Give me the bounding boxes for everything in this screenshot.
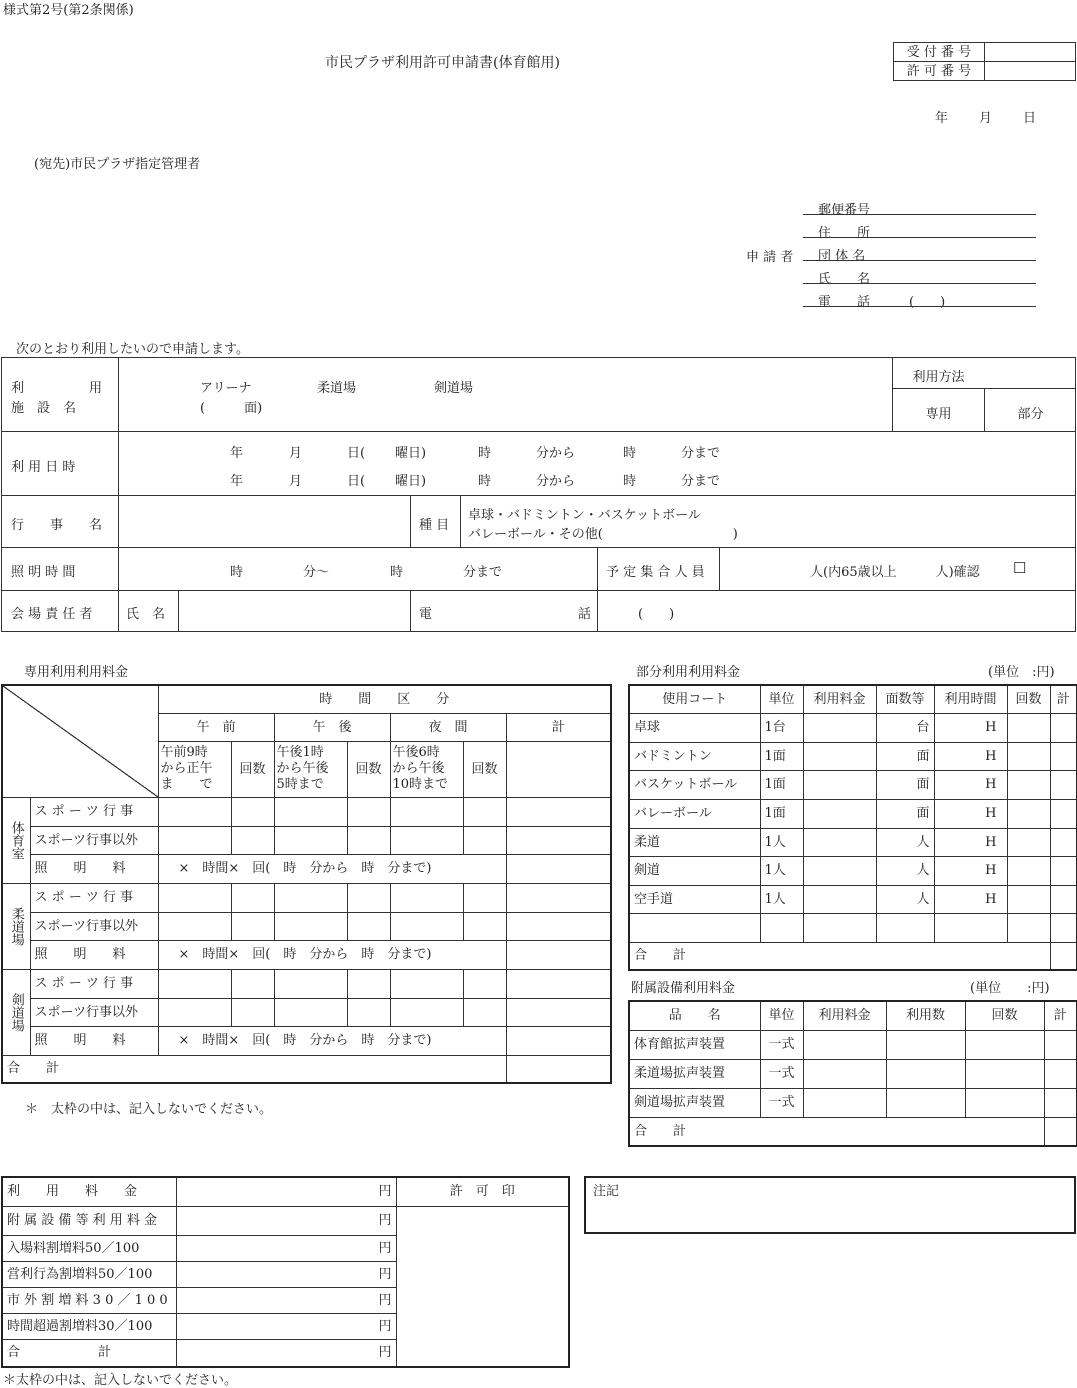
permit-seal-label: 許 可 印 — [396, 1177, 569, 1206]
fee-cell[interactable] — [274, 883, 347, 912]
light-time-label: 照 明 時 間 — [11, 565, 76, 580]
method-exclusive[interactable]: 専用 — [925, 407, 952, 422]
table-row — [629, 1030, 1077, 1059]
arena-court-count[interactable]: ( 面) — [200, 401, 263, 416]
hours-cell[interactable]: H — [934, 885, 1007, 913]
fee-cell[interactable] — [347, 883, 390, 912]
table-row — [629, 885, 1077, 913]
col-total: 計 — [1044, 1001, 1077, 1030]
equipment-unit: 一式 — [760, 1088, 803, 1117]
fee-cell[interactable] — [231, 797, 274, 826]
fee-cell[interactable] — [347, 912, 390, 940]
usage-cell[interactable] — [886, 1059, 965, 1088]
group-label: 団 体 名 — [818, 249, 866, 264]
fee-cell[interactable] — [158, 912, 231, 940]
fee-cell[interactable] — [803, 856, 876, 885]
fee-label: 市 外 割 増 料 3 0 ／ 1 0 0 — [2, 1287, 176, 1313]
pm-header: 午 後 — [274, 713, 390, 741]
count-cell[interactable] — [1007, 885, 1050, 913]
blank-cell[interactable] — [1050, 913, 1077, 942]
equipment-fee-heading: 附属設備利用料金 — [631, 981, 736, 996]
event-field[interactable] — [120, 497, 408, 545]
fee-cell[interactable] — [803, 713, 876, 742]
table-row — [629, 742, 1077, 770]
am-header: 午 前 — [158, 713, 274, 741]
fee-amount[interactable]: 円 — [176, 1177, 396, 1206]
blank-cell[interactable] — [803, 913, 876, 942]
fee-label: 時間超過割増料30／100 — [2, 1313, 176, 1339]
fee-cell[interactable] — [347, 969, 390, 998]
table-row — [629, 913, 1077, 942]
date-year: 年 — [935, 111, 949, 126]
fee-cell[interactable] — [803, 1030, 886, 1059]
fee-cell[interactable] — [390, 883, 463, 912]
manager-phone-label-a: 電 — [419, 607, 433, 622]
blank-cell[interactable] — [760, 913, 803, 942]
method-partial[interactable]: 部分 — [1017, 407, 1044, 422]
fee-cell[interactable] — [506, 883, 611, 912]
col-fee: 利用料金 — [803, 685, 876, 713]
fee-cell[interactable] — [347, 797, 390, 826]
row-non-sport: スポーツ行事以外 — [30, 912, 158, 940]
qty-cell[interactable]: 面 — [876, 742, 934, 770]
manager-label: 会 場 責 任 者 — [11, 607, 93, 622]
count-cell[interactable] — [965, 1030, 1044, 1059]
event-label: 行 事 名 — [11, 518, 103, 533]
qty-cell[interactable]: 台 — [876, 713, 934, 742]
fee-cell[interactable] — [274, 797, 347, 826]
fee-amount[interactable]: 円 — [176, 1313, 396, 1339]
manager-name-label: 氏 名 — [126, 607, 166, 622]
table-row — [629, 770, 1077, 799]
fee-cell[interactable] — [506, 826, 611, 854]
fee-cell[interactable] — [463, 883, 506, 912]
light-formula[interactable]: × 時間× 回( 時 分から 時 分まで) — [158, 854, 506, 883]
fee-cell[interactable] — [390, 969, 463, 998]
fee-summary-note: ＊太枠の中は、記入しないでください。 — [3, 1373, 238, 1388]
exclusive-note: ＊ 太枠の中は、記入しないでください。 — [25, 1102, 273, 1117]
count-cell[interactable] — [965, 1059, 1044, 1088]
qty-cell[interactable]: 面 — [876, 799, 934, 828]
row-light-fee: 照 明 料 — [30, 940, 158, 969]
count-cell[interactable] — [1007, 856, 1050, 885]
fee-amount[interactable]: 円 — [176, 1261, 396, 1287]
row-sport: ス ポ ー ツ 行 事 — [30, 883, 158, 912]
table-row — [629, 799, 1077, 828]
fee-cell[interactable] — [803, 885, 876, 913]
court-name: バスケットボール — [629, 770, 760, 799]
datetime-label: 利 用 日 時 — [11, 460, 76, 475]
qty-cell[interactable]: 人 — [876, 885, 934, 913]
blank-cell[interactable] — [1007, 913, 1050, 942]
table-row — [629, 856, 1077, 885]
exclusive-sum-label: 合 計 — [2, 1055, 506, 1083]
total-cell[interactable] — [1044, 1059, 1077, 1088]
fee-cell[interactable] — [274, 998, 347, 1026]
count-header: 回数 — [347, 741, 390, 797]
fee-cell[interactable] — [506, 998, 611, 1026]
manager-phone-label-b: 話 — [578, 607, 592, 622]
equipment-unit: 一式 — [760, 1030, 803, 1059]
fee-cell[interactable] — [231, 912, 274, 940]
fee-cell[interactable] — [506, 797, 611, 826]
fee-cell[interactable] — [463, 998, 506, 1026]
equipment-sum-cell[interactable] — [1044, 1117, 1077, 1146]
phone-field[interactable] — [803, 306, 1036, 307]
facility-label-1: 利 用 — [11, 381, 103, 396]
equipment-unit: 一式 — [760, 1059, 803, 1088]
table-row — [629, 713, 1077, 742]
usage-cell[interactable] — [886, 1030, 965, 1059]
fee-cell[interactable] — [803, 799, 876, 828]
confirm-checkbox[interactable]: ☐ — [1013, 559, 1027, 577]
pm-range: 午後1時 から午後 5時まで — [274, 741, 347, 797]
exclusive-sum-cell[interactable] — [506, 1055, 611, 1083]
am-range: 午前9時 から正午 ま で — [158, 741, 231, 797]
kind-options-2[interactable]: バレーボール・その他( ) — [468, 527, 738, 542]
hours-cell[interactable]: H — [934, 742, 1007, 770]
date-day: 日 — [1023, 111, 1037, 126]
fee-cell[interactable] — [506, 912, 611, 940]
method-label: 利用方法 — [912, 370, 965, 385]
equipment-name: 柔道場拡声装置 — [629, 1059, 760, 1088]
date-month: 月 — [979, 111, 993, 126]
fee-cell[interactable] — [231, 883, 274, 912]
col-count: 回数 — [1007, 685, 1050, 713]
fee-cell[interactable] — [158, 969, 231, 998]
total-cell[interactable] — [1044, 1030, 1077, 1059]
fee-cell[interactable] — [158, 826, 231, 854]
count-header: 回数 — [231, 741, 274, 797]
fee-cell[interactable] — [506, 940, 611, 969]
fee-label: 営利行為割増料50／100 — [2, 1261, 176, 1287]
name-field[interactable] — [803, 283, 1036, 284]
postal-label: 郵便番号 — [818, 203, 871, 218]
fee-amount[interactable]: 円 — [176, 1287, 396, 1313]
blank-cell[interactable] — [876, 913, 934, 942]
row-non-sport: スポーツ行事以外 — [30, 826, 158, 854]
col-fee: 利用料金 — [803, 1001, 886, 1030]
count-cell[interactable] — [1007, 742, 1050, 770]
fee-amount[interactable]: 円 — [176, 1206, 396, 1235]
fee-cell[interactable] — [390, 998, 463, 1026]
court-name: 柔道 — [629, 828, 760, 856]
row-non-sport: スポーツ行事以外 — [30, 998, 158, 1026]
equipment-unit-note: (単位 :円) — [970, 981, 1050, 996]
fee-cell[interactable] — [506, 1026, 611, 1055]
table-row — [629, 1059, 1077, 1088]
court-name: 空手道 — [629, 885, 760, 913]
court-name: バレーボール — [629, 799, 760, 828]
court-unit: 1面 — [760, 799, 803, 828]
row-sport: ス ポ ー ツ 行 事 — [30, 797, 158, 826]
total-cell[interactable] — [1050, 856, 1077, 885]
postal-field[interactable] — [803, 214, 1036, 215]
night-range: 午後6時 から午後 10時まで — [390, 741, 463, 797]
blank-cell[interactable] — [629, 913, 760, 942]
receipt-box — [893, 42, 1076, 81]
remarks-box[interactable] — [584, 1176, 1076, 1234]
facility-label-2: 施 設 名 — [11, 401, 77, 416]
col-item: 品 名 — [629, 1001, 760, 1030]
facility-kendo[interactable]: 剣道場 — [434, 381, 474, 396]
fee-cell[interactable] — [803, 1059, 886, 1088]
court-unit: 1人 — [760, 885, 803, 913]
partial-fee-heading: 部分利用利用料金 — [636, 665, 741, 680]
form-number: 様式第2号(第2条関係) — [3, 3, 134, 18]
hours-cell[interactable]: H — [934, 770, 1007, 799]
court-unit: 1台 — [760, 713, 803, 742]
group-judo: 柔道場 — [2, 883, 30, 969]
manager-phone-field[interactable]: ( ) — [638, 607, 675, 622]
fee-cell[interactable] — [158, 998, 231, 1026]
facility-arena[interactable]: アリーナ — [200, 381, 252, 396]
hours-cell[interactable]: H — [934, 828, 1007, 856]
fee-cell[interactable] — [274, 826, 347, 854]
fee-cell[interactable] — [231, 826, 274, 854]
equipment-name: 体育館拡声装置 — [629, 1030, 760, 1059]
col-qty: 面数等 — [876, 685, 934, 713]
application-table: 利 用 施 設 名 アリーナ ( 面) 柔道場 剣道場 利用方法 専用 部分 利 用 日 時 年 月 日( 曜日) 時 分から 時 分まで 年 月 日( 曜日) 時 分から 時 分まで 行 事 名 種 目 卓球・バドミントン・バスケットボール バレーボール・その他( ) 照 明 時 間 時 分〜 時 分まで 予 定 集 合 人 員 人(内65歳以上 人)確認 ☐ 会 場 責 任 者 氏 名 電 話 ( ) — [1, 357, 1076, 632]
fee-cell[interactable] — [390, 912, 463, 940]
fee-cell[interactable] — [231, 969, 274, 998]
phone-label: 電 話 ( ) — [818, 295, 946, 310]
col-total: 計 — [1050, 685, 1077, 713]
fee-label: 附 属 設 備 等 利 用 料 金 — [2, 1206, 176, 1235]
fee-cell[interactable] — [463, 969, 506, 998]
receipt-number-field[interactable] — [985, 43, 1076, 62]
count-cell[interactable] — [1007, 828, 1050, 856]
court-unit: 1面 — [760, 742, 803, 770]
qty-cell[interactable]: 人 — [876, 828, 934, 856]
qty-cell[interactable]: 人 — [876, 856, 934, 885]
partial-fee-table — [628, 684, 1077, 971]
fee-cell[interactable] — [803, 828, 876, 856]
kind-label: 種 目 — [419, 518, 450, 533]
fee-cell[interactable] — [274, 969, 347, 998]
permit-number-label: 許 可 番 号 — [894, 62, 985, 81]
fee-cell[interactable] — [274, 912, 347, 940]
fee-cell[interactable] — [506, 969, 611, 998]
fee-cell[interactable] — [463, 912, 506, 940]
attendance-field[interactable]: 人(内65歳以上 人)確認 — [810, 565, 980, 580]
total-cell[interactable] — [1044, 1088, 1077, 1117]
fee-cell[interactable] — [390, 797, 463, 826]
fee-cell[interactable] — [463, 826, 506, 854]
applicant-label: 申 請 者 — [746, 250, 794, 265]
equipment-sum-label: 合 計 — [629, 1117, 1044, 1146]
exclusive-fee-heading: 専用利用利用料金 — [24, 665, 129, 680]
blank-cell[interactable] — [934, 913, 1007, 942]
partial-sum-label: 合 計 — [629, 942, 1050, 970]
court-unit: 1人 — [760, 856, 803, 885]
court-name: 卓球 — [629, 713, 760, 742]
col-unit: 単位 — [760, 685, 803, 713]
fee-cell[interactable] — [803, 742, 876, 770]
fee-cell[interactable] — [463, 797, 506, 826]
group-field[interactable] — [803, 260, 1036, 261]
page-title: 市民プラザ利用許可申請書(体育館用) — [325, 55, 560, 71]
hours-cell[interactable]: H — [934, 799, 1007, 828]
intro-text: 次のとおり利用したいので申請します。 — [16, 342, 249, 357]
address-label: 住 所 — [818, 226, 871, 241]
facility-judo[interactable]: 柔道場 — [317, 381, 357, 396]
fee-cell[interactable] — [390, 826, 463, 854]
fee-cell[interactable] — [158, 797, 231, 826]
fee-cell[interactable] — [158, 883, 231, 912]
court-unit: 1面 — [760, 770, 803, 799]
fee-amount[interactable]: 円 — [176, 1235, 396, 1261]
exclusive-fee-table — [1, 684, 612, 1084]
time-division-header: 時 間 区 分 — [158, 685, 611, 713]
row-light-fee: 照 明 料 — [30, 1026, 158, 1055]
total-cell[interactable] — [1050, 770, 1077, 799]
row-light-fee: 照 明 料 — [30, 854, 158, 883]
equipment-fee-table — [628, 1000, 1077, 1147]
attendance-label: 予 定 集 合 人 員 — [606, 565, 705, 580]
addressee: (宛先)市民プラザ指定管理者 — [34, 157, 201, 172]
count-cell[interactable] — [1007, 770, 1050, 799]
table-row — [629, 1088, 1077, 1117]
qty-cell[interactable]: 面 — [876, 770, 934, 799]
fee-label: 入場料割増料50／100 — [2, 1235, 176, 1261]
row-sport: ス ポ ー ツ 行 事 — [30, 969, 158, 998]
fee-label: 合 計 — [2, 1339, 176, 1367]
fee-cell[interactable] — [231, 998, 274, 1026]
total-cell[interactable] — [1050, 885, 1077, 913]
corner-diagonal — [2, 685, 158, 797]
manager-name-field[interactable] — [180, 592, 408, 630]
partial-sum-cell[interactable] — [1050, 942, 1077, 970]
court-name: 剣道 — [629, 856, 760, 885]
remarks-label: 注記 — [593, 1184, 620, 1199]
fee-label: 利 用 料 金 — [2, 1177, 176, 1206]
address-field[interactable] — [803, 237, 1036, 238]
fee-cell[interactable] — [347, 826, 390, 854]
fee-cell[interactable] — [803, 770, 876, 799]
col-usage: 利用数 — [886, 1001, 965, 1030]
court-unit: 1人 — [760, 828, 803, 856]
col-hours: 利用時間 — [934, 685, 1007, 713]
total-cell[interactable] — [1050, 713, 1077, 742]
col-court: 使用コート — [629, 685, 760, 713]
night-header: 夜 間 — [390, 713, 506, 741]
total-cell[interactable] — [1050, 742, 1077, 770]
receipt-number-label: 受 付 番 号 — [894, 43, 985, 62]
fee-cell[interactable] — [347, 998, 390, 1026]
permit-number-field[interactable] — [985, 62, 1076, 81]
light-formula[interactable]: × 時間× 回( 時 分から 時 分まで) — [158, 1026, 506, 1055]
count-cell[interactable] — [965, 1088, 1044, 1117]
total-range-cell — [506, 741, 611, 797]
permit-seal-area[interactable] — [396, 1206, 569, 1367]
total-header: 計 — [506, 713, 611, 741]
fee-amount[interactable]: 円 — [176, 1339, 396, 1367]
fee-summary-table — [1, 1176, 570, 1368]
group-gym: 体育室 — [2, 797, 30, 883]
total-cell[interactable] — [1050, 828, 1077, 856]
col-count: 回数 — [965, 1001, 1044, 1030]
table-row — [629, 828, 1077, 856]
name-label: 氏 名 — [818, 272, 871, 287]
hours-cell[interactable]: H — [934, 856, 1007, 885]
total-cell[interactable] — [1050, 799, 1077, 828]
group-kendo: 剣道場 — [2, 969, 30, 1055]
equipment-name: 剣道場拡声装置 — [629, 1088, 760, 1117]
partial-unit-note: (単位 :円) — [988, 665, 1055, 680]
hours-cell[interactable]: H — [934, 713, 1007, 742]
count-header: 回数 — [463, 741, 506, 797]
kind-options-1[interactable]: 卓球・バドミントン・バスケットボール — [468, 508, 701, 523]
count-cell[interactable] — [1007, 713, 1050, 742]
col-unit: 単位 — [760, 1001, 803, 1030]
light-formula[interactable]: × 時間× 回( 時 分から 時 分まで) — [158, 940, 506, 969]
count-cell[interactable] — [1007, 799, 1050, 828]
fee-cell[interactable] — [803, 1088, 886, 1117]
usage-cell[interactable] — [886, 1088, 965, 1117]
fee-cell[interactable] — [506, 854, 611, 883]
court-name: バドミントン — [629, 742, 760, 770]
